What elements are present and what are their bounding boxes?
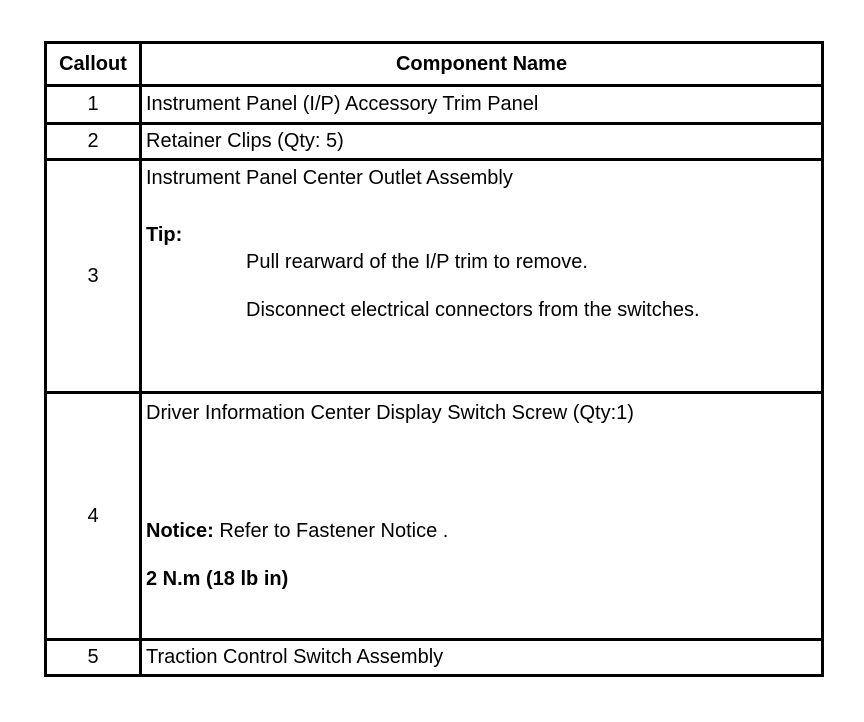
component-name: Driver Information Center Display Switch Screw (Qty:1) <box>146 402 634 424</box>
table-header-row <box>46 43 823 86</box>
component-table <box>44 41 824 677</box>
torque-spec: 2 N.m (18 lb in) <box>146 568 289 590</box>
notice-line <box>146 520 821 543</box>
callout-number: 2 <box>46 124 141 160</box>
component-cell <box>141 160 823 393</box>
tip-text: Disconnect electrical connectors from the switches. <box>246 299 700 321</box>
callout-number: 1 <box>46 86 141 124</box>
table-row <box>46 86 823 124</box>
component-name: Traction Control Switch Assembly <box>141 640 823 676</box>
notice-text: Refer to Fastener Notice . <box>213 520 449 542</box>
tip-label: Tip: <box>146 224 183 246</box>
callout-number: 5 <box>46 640 141 676</box>
table-row <box>46 160 823 393</box>
table-row <box>46 640 823 676</box>
component-name: Instrument Panel (I/P) Accessory Trim Panel <box>141 86 823 124</box>
callout-header: Callout <box>46 43 141 86</box>
component-name: Instrument Panel Center Outlet Assembly <box>146 167 513 189</box>
table-row <box>46 124 823 160</box>
component-name: Retainer Clips (Qty: 5) <box>141 124 823 160</box>
callout-number: 4 <box>46 393 141 640</box>
component-cell <box>141 393 823 640</box>
tip-text: Pull rearward of the I/P trim to remove. <box>246 251 588 273</box>
notice-label: Notice: <box>146 520 214 542</box>
callout-number: 3 <box>46 160 141 393</box>
table-row <box>46 393 823 640</box>
component-name-header: Component Name <box>141 43 823 86</box>
